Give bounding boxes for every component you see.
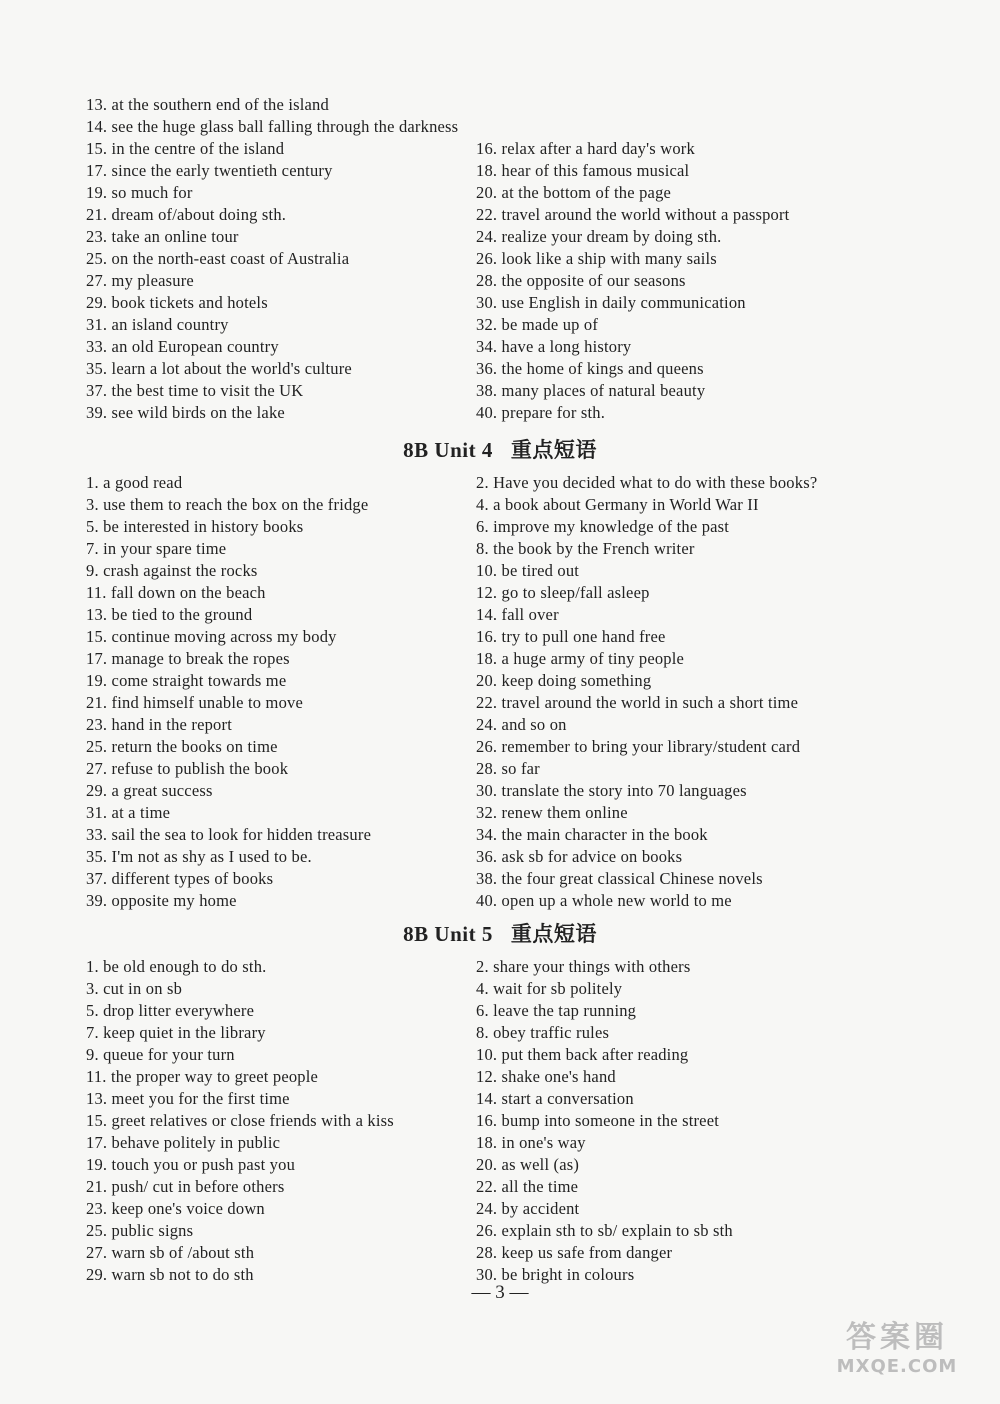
phrase-item: 36. ask sb for advice on books [476, 847, 683, 866]
page-number: — 3 — [471, 1282, 529, 1303]
phrase-item: 17. behave politely in public [86, 1133, 281, 1152]
phrase-item: 32. renew them online [476, 803, 628, 822]
phrase-item: 35. I'm not as shy as I used to be. [86, 847, 312, 866]
phrase-item: 22. all the time [476, 1177, 579, 1196]
top-single-lines [86, 94, 458, 138]
phrase-item: 37. different types of books [86, 869, 274, 888]
unit5-title-zh: 重点短语 [510, 922, 597, 946]
phrase-item: 20. as well (as) [476, 1155, 580, 1174]
phrase-item: 30. be bright in colours [476, 1265, 635, 1284]
phrase-item: 12. go to sleep/fall asleep [476, 583, 650, 602]
phrase-item: 32. be made up of [476, 315, 599, 334]
phrase-item: 14. fall over [476, 605, 559, 624]
phrase-item: 19. touch you or push past you [86, 1155, 296, 1174]
phrase-item: 17. since the early twentieth century [86, 161, 333, 180]
phrase-item: 12. shake one's hand [476, 1067, 616, 1086]
unit4-heading [0, 434, 1000, 464]
phrase-item: 39. opposite my home [86, 891, 237, 910]
phrase-item: 22. travel around the world without a passport [476, 205, 790, 224]
phrase-item: 5. be interested in history books [86, 517, 304, 536]
phrase-item: 9. crash against the rocks [86, 561, 258, 580]
phrase-item: 29. a great success [86, 781, 213, 800]
phrase-item: 14. start a conversation [476, 1089, 634, 1108]
phrase-item: 38. many places of natural beauty [476, 381, 706, 400]
unit4-title: 8B Unit 4 [403, 438, 493, 462]
phrase-item: 26. remember to bring your library/student card [476, 737, 801, 756]
unit5-title: 8B Unit 5 [403, 922, 493, 946]
unit4-phrase-grid [86, 472, 886, 912]
phrase-item: 17. manage to break the ropes [86, 649, 290, 668]
phrase-item: 6. leave the tap running [476, 1001, 637, 1020]
phrase-item: 8. the book by the French writer [476, 539, 695, 558]
phrase-item: 2. Have you decided what to do with these books? [476, 473, 818, 492]
phrase-item: 2. share your things with others [476, 957, 691, 976]
phrase-item: 27. warn sb of /about sth [86, 1243, 255, 1262]
phrase-item: 3. use them to reach the box on the fridge [86, 495, 369, 514]
phrase-item: 29. warn sb not to do sth [86, 1265, 254, 1284]
phrase-item: 36. the home of kings and queens [476, 359, 704, 378]
phrase-item: 6. improve my knowledge of the past [476, 517, 730, 536]
phrase-item: 31. an island country [86, 315, 229, 334]
phrase-item: 18. in one's way [476, 1133, 586, 1152]
phrase-item: 27. refuse to publish the book [86, 759, 289, 778]
watermark-url: MXQE.COM [836, 1356, 958, 1377]
phrase-item: 1. a good read [86, 473, 183, 492]
phrase-item: 4. wait for sb politely [476, 979, 623, 998]
phrase-item: 18. hear of this famous musical [476, 161, 690, 180]
phrase-item: 22. travel around the world in such a short time [476, 693, 799, 712]
phrase-item: 24. realize your dream by doing sth. [476, 227, 722, 246]
phrase-item: 28. so far [476, 759, 540, 778]
phrase-item: 7. keep quiet in the library [86, 1023, 266, 1042]
phrase-item: 31. at a time [86, 803, 171, 822]
phrase-item: 37. the best time to visit the UK [86, 381, 304, 400]
phrase-item: 21. dream of/about doing sth. [86, 205, 287, 224]
phrase-item: 29. book tickets and hotels [86, 293, 268, 312]
phrase-item: 34. the main character in the book [476, 825, 708, 844]
phrase-item: 10. put them back after reading [476, 1045, 689, 1064]
watermark [812, 1312, 982, 1392]
phrase-item: 21. find himself unable to move [86, 693, 303, 712]
phrase-item: 13. be tied to the ground [86, 605, 253, 624]
phrase-item: 40. prepare for sth. [476, 403, 606, 422]
unit5-heading [0, 918, 1000, 948]
phrase-item: 19. so much for [86, 183, 193, 202]
phrase-item: 14. see the huge glass ball falling through the darkness [86, 117, 459, 136]
watermark-logo-text: 答案圈 [846, 1320, 948, 1355]
phrase-item: 15. continue moving across my body [86, 627, 337, 646]
phrase-item: 10. be tired out [476, 561, 580, 580]
phrase-item: 4. a book about Germany in World War II [476, 495, 759, 514]
phrase-item: 23. keep one's voice down [86, 1199, 265, 1218]
phrase-item: 16. relax after a hard day's work [476, 139, 695, 158]
phrase-item: 7. in your spare time [86, 539, 227, 558]
phrase-item: 35. learn a lot about the world's culture [86, 359, 352, 378]
phrase-item: 20. keep doing something [476, 671, 652, 690]
phrase-item: 3. cut in on sb [86, 979, 183, 998]
top-phrase-grid [86, 138, 886, 424]
phrase-item: 25. public signs [86, 1221, 194, 1240]
phrase-item: 19. come straight towards me [86, 671, 287, 690]
phrase-item: 5. drop litter everywhere [86, 1001, 255, 1020]
phrase-item: 13. at the southern end of the island [86, 95, 329, 114]
phrase-item: 15. greet relatives or close friends with a kiss [86, 1111, 394, 1130]
phrase-item: 25. return the books on time [86, 737, 278, 756]
phrase-item: 38. the four great classical Chinese novels [476, 869, 763, 888]
phrase-item: 13. meet you for the first time [86, 1089, 290, 1108]
phrase-item: 28. the opposite of our seasons [476, 271, 686, 290]
unit4-title-zh: 重点短语 [510, 438, 597, 462]
phrase-item: 21. push/ cut in before others [86, 1177, 285, 1196]
phrase-item: 33. sail the sea to look for hidden treasure [86, 825, 372, 844]
unit5-phrase-grid [86, 956, 886, 1286]
phrase-item: 18. a huge army of tiny people [476, 649, 685, 668]
phrase-item: 24. and so on [476, 715, 567, 734]
phrase-item: 30. use English in daily communication [476, 293, 746, 312]
phrase-item: 27. my pleasure [86, 271, 194, 290]
phrase-item: 25. on the north-east coast of Australia [86, 249, 350, 268]
phrase-item: 16. try to pull one hand free [476, 627, 666, 646]
phrase-item: 8. obey traffic rules [476, 1023, 610, 1042]
phrase-item: 23. hand in the report [86, 715, 232, 734]
phrase-item: 20. at the bottom of the page [476, 183, 672, 202]
phrase-item: 16. bump into someone in the street [476, 1111, 720, 1130]
phrase-item: 33. an old European country [86, 337, 279, 356]
phrase-item: 39. see wild birds on the lake [86, 403, 285, 422]
phrase-item: 26. look like a ship with many sails [476, 249, 717, 268]
phrase-item: 9. queue for your turn [86, 1045, 235, 1064]
phrase-item: 1. be old enough to do sth. [86, 957, 267, 976]
phrase-item: 15. in the centre of the island [86, 139, 285, 158]
phrase-item: 28. keep us safe from danger [476, 1243, 673, 1262]
phrase-item: 11. fall down on the beach [86, 583, 266, 602]
phrase-item: 11. the proper way to greet people [86, 1067, 319, 1086]
phrase-item: 34. have a long history [476, 337, 632, 356]
phrase-item: 40. open up a whole new world to me [476, 891, 732, 910]
phrase-item: 26. explain sth to sb/ explain to sb sth [476, 1221, 733, 1240]
phrase-item: 23. take an online tour [86, 227, 239, 246]
phrase-item: 24. by accident [476, 1199, 580, 1218]
phrase-item: 30. translate the story into 70 languages [476, 781, 747, 800]
